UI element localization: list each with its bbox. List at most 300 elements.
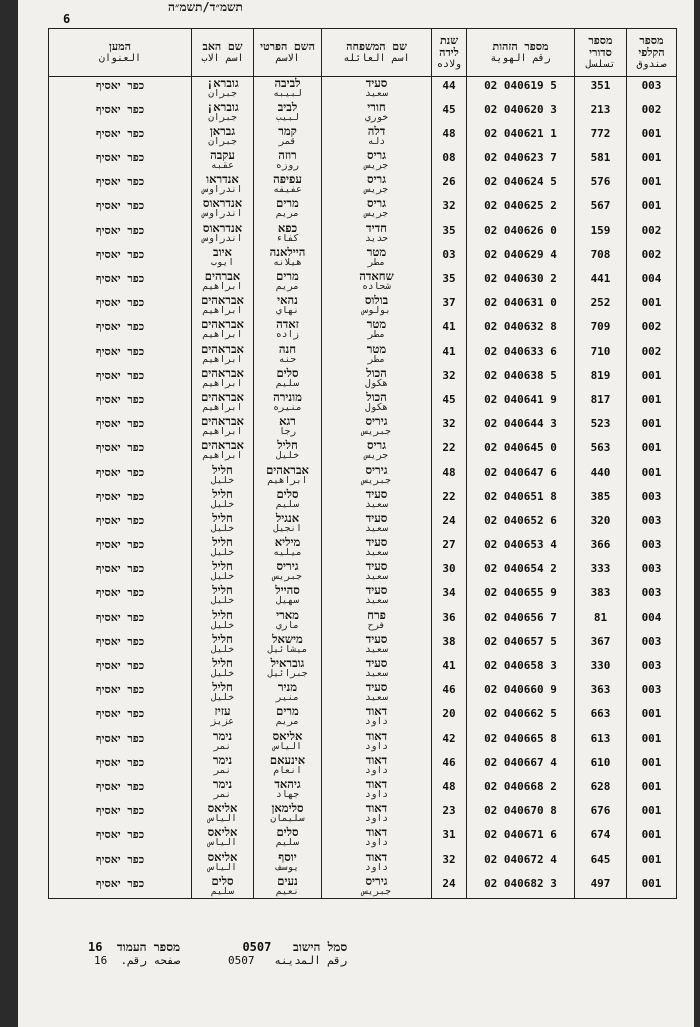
first-name-ar: يوسف (276, 861, 299, 873)
cell-birth-year: 36 (432, 609, 467, 633)
family-name-he: דאוד (365, 776, 388, 791)
family-name-ar: جبريس (362, 885, 391, 897)
first-name-he: יוסף (278, 849, 297, 864)
family-name-ar: داود (365, 764, 388, 776)
family-name-he: חורי (367, 99, 386, 114)
family-name-ar: سعيد (365, 498, 388, 510)
cell-id: 02 040644 3 (467, 415, 575, 439)
family-name-he: סעיד (365, 510, 388, 525)
cell-box: 001 (627, 125, 677, 149)
cell-id: 02 040620 3 (467, 101, 575, 125)
cell-id: 02 040682 3 (467, 875, 575, 899)
cell-birth-year: 44 (432, 77, 467, 101)
cell-address: כפר יאסיף (49, 754, 192, 778)
father-name-he: חליל (212, 607, 233, 622)
first-name-he: מיליא (274, 535, 301, 550)
cell-family-name (322, 246, 432, 270)
cell-box: 001 (627, 294, 677, 318)
table-row (49, 343, 677, 367)
cell-box: 003 (627, 488, 677, 512)
cell-father-name (192, 851, 254, 875)
cell-serial: 628 (575, 778, 627, 802)
first-name-ar: انجيل (273, 522, 302, 534)
cell-father-name (192, 77, 254, 101)
cell-serial: 213 (575, 101, 627, 125)
cell-father-name (192, 826, 254, 850)
first-name-ar: لبيب (276, 111, 299, 123)
cell-serial: 159 (575, 222, 627, 246)
cell-family-name (322, 464, 432, 488)
first-name-he: לביבה (274, 76, 301, 90)
father-name-ar: ابراهيم (202, 281, 243, 292)
family-name-he: דאוד (365, 801, 388, 816)
cell-serial: 817 (575, 391, 627, 415)
family-name-ar: جريس (365, 208, 388, 220)
father-name-ar: اندراوس (202, 184, 243, 196)
cell-box: 001 (627, 754, 677, 778)
family-name-he: חדיד (366, 220, 387, 235)
family-name-ar: داود (365, 813, 388, 825)
first-name-ar: سليمان (270, 813, 305, 825)
first-name-he: סלימאן (271, 801, 304, 816)
cell-box: 003 (627, 77, 677, 101)
page-label-ar: صفحه رقم. (120, 954, 181, 967)
father-name-ar: ابراهيم (202, 305, 243, 317)
cell-id: 02 040632 8 (467, 318, 575, 342)
family-name-ar: جبريس (362, 426, 391, 438)
first-name-he: סלים (276, 825, 299, 840)
father-name-he: חליל (212, 680, 233, 695)
cell-family-name (322, 609, 432, 633)
cell-serial: 613 (575, 730, 627, 754)
family-name-ar: فرح (367, 619, 386, 631)
first-name-ar: ماري (276, 619, 299, 631)
father-name-he: גוברא¡ (206, 99, 239, 114)
cell-family-name (322, 222, 432, 246)
father-name-ar: ابراهيم (202, 450, 243, 462)
cell-serial: 563 (575, 439, 627, 463)
cell-family-name (322, 802, 432, 826)
father-name-he: איוב (213, 244, 232, 259)
cell-id: 02 040621 1 (467, 125, 575, 149)
family-name-ar: مطر (367, 329, 386, 341)
first-name-he: עפיפה (273, 172, 302, 187)
cell-family-name (322, 367, 432, 391)
father-name-he: אבראהים (201, 389, 244, 404)
family-name-ar: سعيد (365, 571, 388, 583)
cell-address: כפר יאסיף (49, 391, 192, 415)
father-name-ar: ايوب (211, 256, 234, 268)
cell-id: 02 040667 4 (467, 754, 575, 778)
father-name-ar: اندراوس (202, 232, 243, 244)
family-name-he: סעיד (365, 76, 388, 90)
cell-father-name (192, 560, 254, 584)
cell-id: 02 040665 8 (467, 730, 575, 754)
family-name-he: סעיד (365, 559, 388, 574)
settlement-label-ar: رقم المدينه (274, 954, 348, 967)
cell-birth-year: 03 (432, 246, 467, 270)
family-name-ar: حديد (365, 232, 388, 244)
cell-family-name (322, 270, 432, 294)
father-name-he: אליאס (207, 825, 238, 840)
cell-address: כפר יאסיף (49, 294, 192, 318)
cell-address: כפר יאסיף (49, 778, 192, 802)
family-name-ar: دله (367, 135, 386, 147)
family-name-ar: خوري (365, 111, 388, 123)
table-row (49, 536, 677, 560)
cell-first-name (254, 730, 322, 754)
father-name-he: עזיז (214, 704, 231, 719)
cell-serial: 567 (575, 197, 627, 221)
father-name-he: סלים (211, 873, 234, 888)
first-name-he: לביב (277, 99, 298, 114)
cell-father-name (192, 705, 254, 729)
table-row (49, 125, 677, 149)
cell-first-name (254, 584, 322, 608)
father-name-ar: خليل (211, 619, 234, 631)
cell-serial: 610 (575, 754, 627, 778)
family-name-he: סעיד (365, 486, 388, 501)
table-row (49, 391, 677, 415)
table-row (49, 222, 677, 246)
cell-id: 02 040653 4 (467, 536, 575, 560)
first-name-he: מונירה (273, 389, 302, 404)
first-name-ar: عفيفه (273, 184, 302, 196)
family-name-he: גריס (366, 438, 386, 453)
cell-serial: 81 (575, 609, 627, 633)
table-row (49, 875, 677, 899)
cell-family-name (322, 875, 432, 899)
first-name-ar: ميليه (273, 547, 302, 559)
cell-address: כפר יאסיף (49, 270, 192, 294)
first-name-he: קמר (278, 123, 297, 138)
first-name-ar: لبيبه (273, 88, 302, 99)
cell-box: 003 (627, 560, 677, 584)
cell-address: כפר יאסיף (49, 488, 192, 512)
family-name-ar: هكول (365, 377, 388, 389)
father-name-he: אליאס (207, 849, 238, 864)
cell-family-name (322, 851, 432, 875)
family-name-ar: جريس (365, 160, 388, 172)
father-name-he: אבראהים (201, 293, 244, 308)
cell-serial: 252 (575, 294, 627, 318)
cell-id: 02 040638 5 (467, 367, 575, 391)
col-header-first-name: השם הפרטי الاسم (254, 29, 322, 77)
cell-id: 02 040626 0 (467, 222, 575, 246)
family-name-he: הכול (366, 389, 387, 404)
family-name-he: גיריס (365, 462, 388, 477)
cell-serial: 674 (575, 826, 627, 850)
father-name-ar: خليل (211, 522, 234, 534)
cell-address: כפר יאסיף (49, 77, 192, 101)
first-name-he: אליאס (272, 728, 303, 743)
father-name-ar: خليل (211, 692, 234, 704)
cell-box: 001 (627, 173, 677, 197)
cell-first-name (254, 318, 322, 342)
cell-address: כפר יאסיף (49, 464, 192, 488)
page-value: 16 (88, 940, 103, 954)
cell-first-name (254, 826, 322, 850)
cell-id: 02 040655 9 (467, 584, 575, 608)
father-name-he: חליל (212, 510, 233, 525)
table-row (49, 512, 677, 536)
table-row (49, 101, 677, 125)
cell-box: 002 (627, 318, 677, 342)
cell-father-name (192, 222, 254, 246)
first-name-ar: نهاي (276, 305, 299, 317)
cell-address: כפר יאסיף (49, 367, 192, 391)
cell-father-name (192, 294, 254, 318)
table-row (49, 439, 677, 463)
cell-father-name (192, 391, 254, 415)
family-name-he: גריס (366, 148, 386, 163)
cell-id: 02 040623 7 (467, 149, 575, 173)
first-name-he: אנגיל (275, 510, 300, 525)
cell-father-name (192, 875, 254, 899)
family-name-ar: جريس (365, 450, 388, 462)
father-name-ar: ابراهيم (202, 353, 243, 365)
cell-serial: 676 (575, 802, 627, 826)
cell-address: כפר יאסיף (49, 609, 192, 633)
cell-family-name (322, 488, 432, 512)
first-name-ar: مريم (276, 281, 299, 292)
cell-first-name (254, 149, 322, 173)
cell-address: כפר יאסיף (49, 197, 192, 221)
cell-birth-year: 08 (432, 149, 467, 173)
first-name-ar: جبرائيل (267, 668, 308, 679)
first-name-ar: منير (276, 692, 299, 704)
first-name-he: חליל (277, 438, 298, 453)
col-header-box: מספר הקלפי صندوق (627, 29, 677, 77)
cell-box: 004 (627, 270, 677, 294)
cell-id: 02 040658 3 (467, 657, 575, 681)
cell-birth-year: 23 (432, 802, 467, 826)
table-row (49, 560, 677, 584)
cell-birth-year: 35 (432, 270, 467, 294)
family-name-he: פרח (367, 607, 386, 622)
family-name-ar: سعيد (365, 668, 388, 679)
cell-birth-year: 38 (432, 633, 467, 657)
cell-first-name (254, 367, 322, 391)
cell-box: 002 (627, 343, 677, 367)
cell-family-name (322, 197, 432, 221)
first-name-he: מניר (277, 680, 298, 695)
family-name-he: גיריס (365, 414, 388, 429)
cell-father-name (192, 512, 254, 536)
table-row (49, 415, 677, 439)
cell-box: 001 (627, 367, 677, 391)
cell-father-name (192, 318, 254, 342)
page-number: 6 (63, 12, 71, 26)
cell-first-name (254, 851, 322, 875)
father-name-ar: خليل (211, 547, 234, 559)
cell-first-name (254, 125, 322, 149)
cell-father-name (192, 778, 254, 802)
family-name-ar: سعيد (365, 88, 388, 99)
cell-first-name (254, 415, 322, 439)
father-name-he: חליל (212, 486, 233, 501)
cell-birth-year: 30 (432, 560, 467, 584)
cell-birth-year: 46 (432, 754, 467, 778)
cell-family-name (322, 77, 432, 101)
cell-box: 002 (627, 101, 677, 125)
table-row (49, 318, 677, 342)
cell-serial: 440 (575, 464, 627, 488)
voter-register-table (48, 28, 677, 899)
table-row (49, 633, 677, 657)
cell-address: כפר יאסיף (49, 149, 192, 173)
family-name-ar: شحاده (362, 281, 391, 292)
cell-birth-year: 45 (432, 101, 467, 125)
cell-family-name (322, 391, 432, 415)
family-name-ar: سعيد (365, 522, 388, 534)
family-name-ar: داود (365, 837, 388, 849)
cell-father-name (192, 101, 254, 125)
cell-address: כפר יאסיף (49, 536, 192, 560)
cell-father-name (192, 197, 254, 221)
table-row (49, 584, 677, 608)
cell-serial: 441 (575, 270, 627, 294)
father-name-he: נימר (212, 752, 233, 767)
family-name-ar: داود (365, 740, 388, 752)
cell-box: 001 (627, 826, 677, 850)
cell-father-name (192, 609, 254, 633)
father-name-ar: الياس (208, 813, 237, 825)
cell-father-name (192, 149, 254, 173)
cell-box: 002 (627, 246, 677, 270)
cell-serial: 708 (575, 246, 627, 270)
first-name-he: סהייל (275, 583, 300, 598)
first-name-ar: انعام (273, 764, 302, 776)
page-label: מספר העמוד (116, 940, 181, 954)
year-label: תשמ״ד/תשמ״ה (168, 0, 243, 14)
table-row (49, 778, 677, 802)
cell-father-name (192, 464, 254, 488)
father-name-ar: ابراهيم (202, 329, 243, 341)
col-header-id: מספר הזהות رقم الهوية (467, 29, 575, 77)
first-name-ar: نعيم (276, 885, 299, 897)
cell-box: 001 (627, 705, 677, 729)
cell-first-name (254, 754, 322, 778)
father-name-he: אברהים (204, 269, 241, 283)
first-name-ar: خليل (276, 450, 299, 462)
cell-box: 001 (627, 391, 677, 415)
table-row (49, 149, 677, 173)
cell-family-name (322, 101, 432, 125)
family-name-he: גריס (366, 196, 386, 211)
first-name-he: גובראיל (270, 656, 305, 670)
cell-father-name (192, 343, 254, 367)
cell-id: 02 040629 4 (467, 246, 575, 270)
cell-box: 001 (627, 149, 677, 173)
first-name-ar: مريم (276, 716, 299, 728)
cell-address: כפר יאסיף (49, 657, 192, 681)
cell-address: כפר יאסיף (49, 439, 192, 463)
father-name-he: גוברא¡ (206, 76, 239, 90)
cell-box: 003 (627, 633, 677, 657)
father-name-ar: نمر (213, 740, 232, 752)
father-name-ar: ابراهيم (202, 426, 243, 438)
family-name-ar: بولوس (362, 305, 391, 317)
cell-id: 02 040619 5 (467, 77, 575, 101)
family-name-he: דאוד (365, 728, 388, 743)
cell-father-name (192, 754, 254, 778)
cell-first-name (254, 705, 322, 729)
father-name-ar: اندراوس (202, 208, 243, 220)
table-row (49, 802, 677, 826)
family-name-he: מטר (366, 244, 387, 259)
cell-address: כפר יאסיף (49, 246, 192, 270)
cell-serial: 363 (575, 681, 627, 705)
cell-box: 003 (627, 512, 677, 536)
first-name-ar: الياس (273, 740, 302, 752)
cell-family-name (322, 439, 432, 463)
cell-serial: 385 (575, 488, 627, 512)
first-name-ar: جهاد (276, 788, 299, 800)
cell-first-name (254, 464, 322, 488)
page-count-block (88, 940, 180, 968)
cell-first-name (254, 512, 322, 536)
settlement-code: 0507 (242, 940, 272, 954)
cell-father-name (192, 246, 254, 270)
father-name-he: אנדראוס (202, 196, 243, 211)
cell-family-name (322, 657, 432, 681)
cell-id: 02 040645 0 (467, 439, 575, 463)
cell-address: כפר יאסיף (49, 730, 192, 754)
family-name-ar: داود (365, 788, 388, 800)
family-name-ar: مطر (367, 256, 386, 268)
family-name-ar: داود (365, 716, 388, 728)
cell-first-name (254, 197, 322, 221)
cell-family-name (322, 730, 432, 754)
family-name-ar: مطر (367, 353, 386, 365)
cell-father-name (192, 415, 254, 439)
cell-id: 02 040654 2 (467, 560, 575, 584)
cell-first-name (254, 609, 322, 633)
first-name-ar: رجا (278, 426, 297, 438)
first-name-ar: ابراهيم (267, 474, 308, 486)
cell-birth-year: 41 (432, 318, 467, 342)
cell-father-name (192, 125, 254, 149)
father-name-ar: خليل (211, 474, 234, 486)
cell-birth-year: 48 (432, 125, 467, 149)
cell-box: 001 (627, 464, 677, 488)
cell-id: 02 040657 5 (467, 633, 575, 657)
first-name-he: חנה (278, 341, 297, 356)
cell-father-name (192, 802, 254, 826)
family-name-ar: جريس (365, 184, 388, 196)
cell-family-name (322, 778, 432, 802)
family-name-he: שחאדה (359, 269, 394, 283)
table-row (49, 681, 677, 705)
cell-serial: 645 (575, 851, 627, 875)
father-name-ar: الياس (208, 837, 237, 849)
father-name-he: חליל (212, 462, 233, 477)
cell-birth-year: 27 (432, 536, 467, 560)
cell-first-name (254, 77, 322, 101)
cell-id: 02 040660 9 (467, 681, 575, 705)
father-name-ar: جبران (208, 88, 237, 99)
family-name-he: מטר (366, 341, 387, 356)
cell-box: 001 (627, 778, 677, 802)
cell-birth-year: 34 (432, 584, 467, 608)
first-name-he: אבראהים (266, 462, 309, 477)
cell-id: 02 040652 6 (467, 512, 575, 536)
cell-birth-year: 45 (432, 391, 467, 415)
father-name-ar: خليل (211, 668, 234, 679)
father-name-ar: خليل (211, 643, 234, 655)
cell-birth-year: 41 (432, 343, 467, 367)
